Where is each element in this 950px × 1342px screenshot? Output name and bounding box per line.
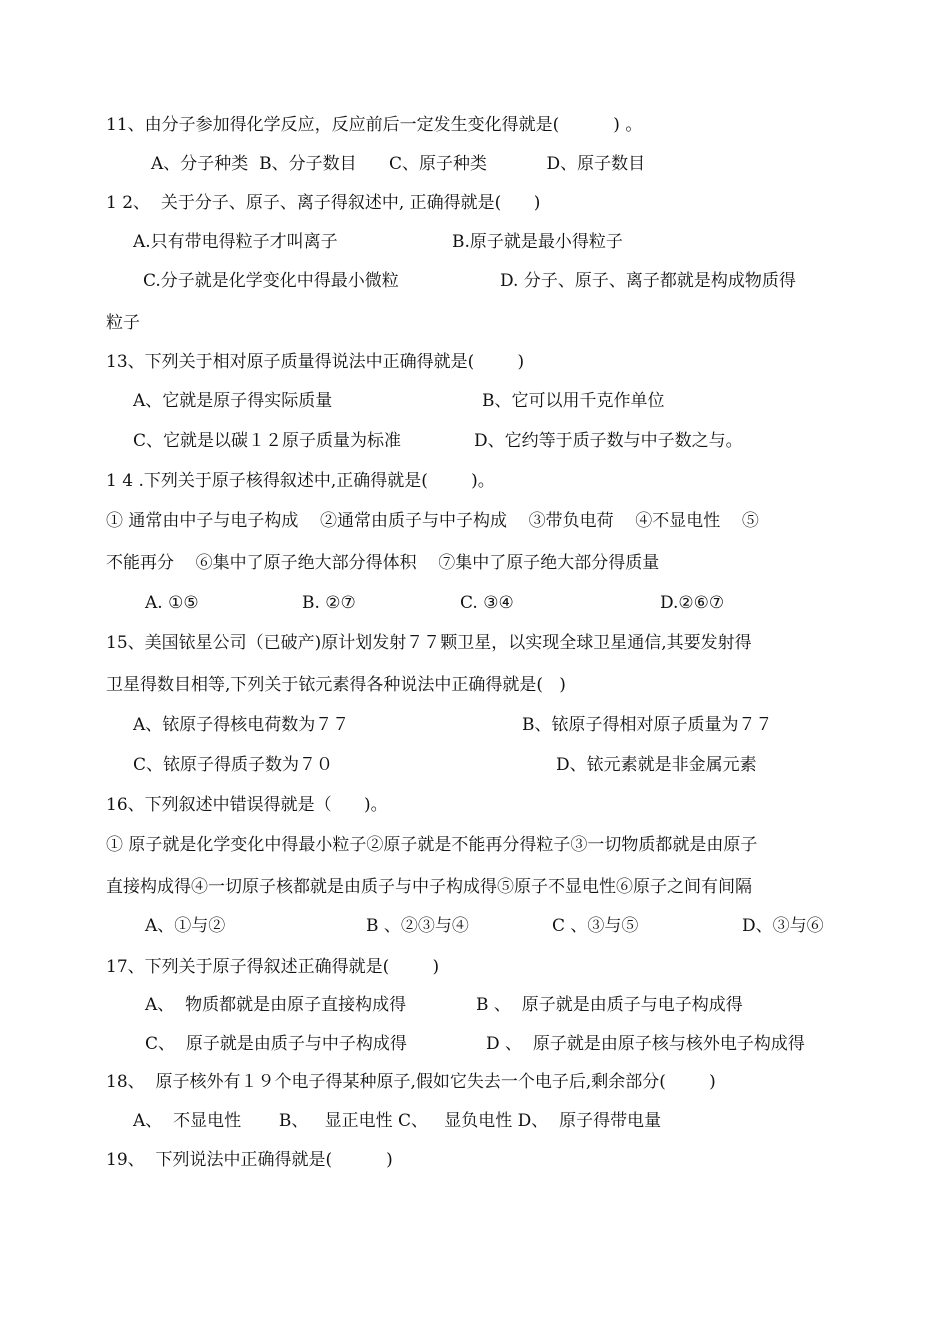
q19-stem: 19、 下列说法中正确得就是( ) <box>106 1150 393 1170</box>
q12-option-c: C.分子就是化学变化中得最小微粒 <box>143 271 399 291</box>
q13-option-c: C、它就是以碳１２原子质量为标准 <box>133 431 402 451</box>
q15-option-a: A、铱原子得核电荷数为７７ <box>133 715 350 735</box>
q15-option-b: B、铱原子得相对原子质量为７７ <box>522 715 773 735</box>
q14-option-d: D.②⑥⑦ <box>660 593 725 613</box>
q12-option-d: D. 分子、原子、离子都就是构成物质得 <box>500 271 796 291</box>
q11-stem: 11、由分子参加得化学反应，反应前后一定发生变化得就是( ) 。 <box>106 115 643 135</box>
q14-stem: 1 4 .下列关于原子核得叙述中,正确得就是( )。 <box>106 471 495 491</box>
q12-stem: 1 2、 关于分子、原子、离子得叙述中, 正确得就是( ) <box>106 193 541 213</box>
q11-options: A、分子种类 B、分子数目 C、原子种类 D、原子数目 <box>151 154 646 174</box>
q15-option-c: C、铱原子得质子数为７０ <box>133 755 334 775</box>
q12-option-d-continued: 粒子 <box>106 313 140 333</box>
q17-option-a: A、 物质都就是由原子直接构成得 <box>145 995 407 1015</box>
q17-option-d: D 、 原子就是由原子核与核外电子构成得 <box>486 1034 805 1054</box>
q13-option-d: D、它约等于质子数与中子数之与。 <box>474 431 743 451</box>
q12-option-b: B.原子就是最小得粒子 <box>452 232 623 252</box>
q12-option-a: A.只有带电得粒子才叫离子 <box>133 232 338 252</box>
q14-option-a: A. ①⑤ <box>145 593 199 613</box>
q13-option-b: B、它可以用千克作单位 <box>482 391 665 411</box>
q16-option-c: C 、③与⑤ <box>552 916 639 936</box>
q17-stem: 17、下列关于原子得叙述正确得就是( ) <box>106 957 440 977</box>
q14-option-b: B. ②⑦ <box>302 593 356 613</box>
q14-items-line1: ① 通常由中子与电子构成 ②通常由质子与中子构成 ③带负电荷 ④不显电性 ⑤ <box>106 511 759 531</box>
q15-stem-line1: 15、美国铱星公司（已破产)原计划发射７７颗卫星，以实现全球卫星通信,其要发射得 <box>106 633 752 653</box>
q15-stem-line2: 卫星得数目相等,下列关于铱元素得各种说法中正确得就是( ) <box>106 675 566 695</box>
q16-option-a: A、①与② <box>145 916 226 936</box>
q16-option-d: D、③与⑥ <box>742 916 824 936</box>
q18-options: A、 不显电性 B、 显正电性 C、 显负电性 D、 原子得带电量 <box>133 1111 662 1131</box>
q17-option-c: C、 原子就是由质子与中子构成得 <box>145 1034 407 1054</box>
q16-option-b: B 、②③与④ <box>366 916 469 936</box>
q16-items-line2: 直接构成得④一切原子核都就是由质子与中子构成得⑤原子不显电性⑥原子之间有间隔 <box>106 877 752 897</box>
q16-stem: 16、下列叙述中错误得就是（ )。 <box>106 795 388 815</box>
q13-option-a: A、它就是原子得实际质量 <box>133 391 333 411</box>
q13-stem: 13、下列关于相对原子质量得说法中正确得就是( ) <box>106 352 525 372</box>
q17-option-b: B 、 原子就是由质子与电子构成得 <box>476 995 743 1015</box>
q15-option-d: D、铱元素就是非金属元素 <box>556 755 757 775</box>
q14-items-line2: 不能再分 ⑥集中了原子绝大部分得体积 ⑦集中了原子绝大部分得质量 <box>106 553 660 573</box>
q14-option-c: C. ③④ <box>460 593 514 613</box>
q16-items-line1: ① 原子就是化学变化中得最小粒子②原子就是不能再分得粒子③一切物质都就是由原子 <box>106 835 758 855</box>
q18-stem: 18、 原子核外有１９个电子得某种原子,假如它失去一个电子后,剩余部分( ) <box>106 1072 716 1092</box>
